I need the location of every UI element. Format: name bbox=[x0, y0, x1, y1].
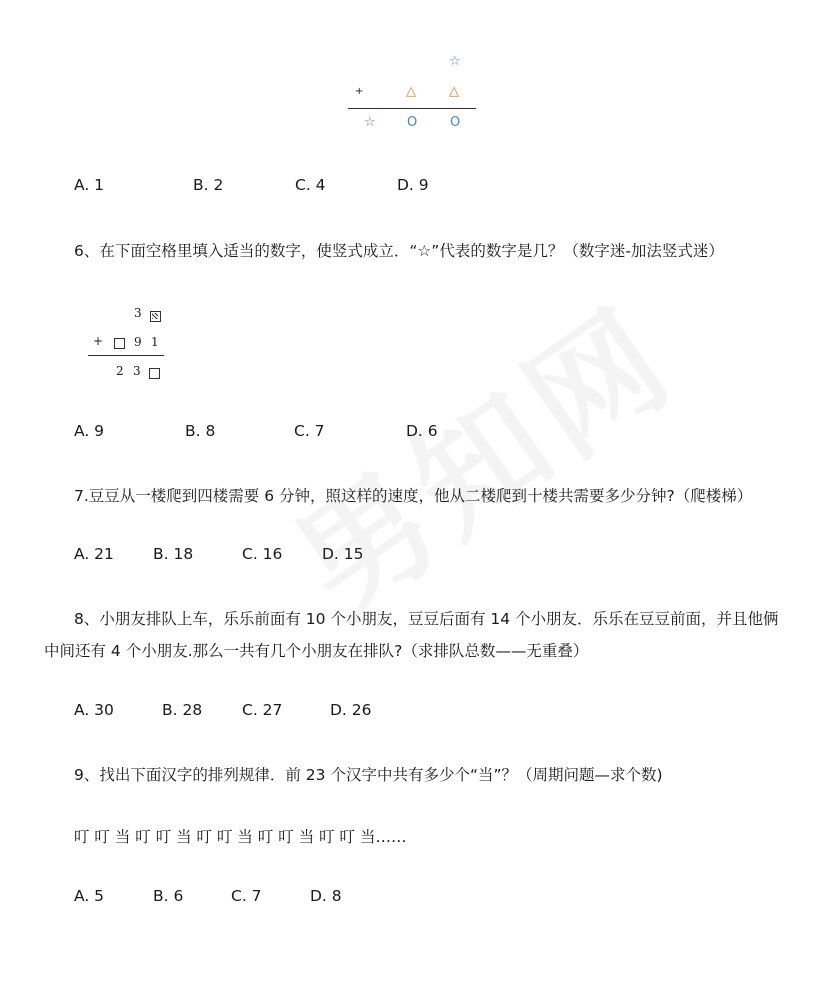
option-d[interactable]: D. 15 bbox=[322, 545, 364, 563]
option-c[interactable]: C. 7 bbox=[231, 887, 262, 905]
q6-row2-digit: 1 bbox=[151, 335, 159, 349]
q9-question: 9、找出下面汉字的排列规律．前 23 个汉字中共有多少个“当”？（周期问题—求个数) bbox=[74, 766, 663, 784]
option-d[interactable]: D. 8 bbox=[310, 887, 342, 905]
option-b[interactable]: B. 18 bbox=[153, 545, 194, 563]
option-b[interactable]: B. 6 bbox=[153, 887, 184, 905]
q6-row2-digit: 9 bbox=[134, 335, 142, 349]
circle-symbol: O bbox=[450, 115, 461, 130]
option-d[interactable]: D. 26 bbox=[330, 701, 372, 719]
option-a[interactable]: A. 5 bbox=[74, 887, 105, 905]
q7-question: 7.豆豆从一楼爬到四楼需要 6 分钟，照这样的速度，他从二楼爬到十楼共需要多少分钟?（爬楼梯） bbox=[74, 487, 753, 505]
option-a[interactable]: A. 30 bbox=[74, 701, 114, 719]
option-a[interactable]: A. 1 bbox=[74, 176, 105, 194]
sum-rule bbox=[348, 108, 476, 109]
q6-row3-digit: 2 bbox=[116, 364, 124, 378]
q6-blank-box bbox=[114, 334, 125, 352]
q6-star-box bbox=[150, 307, 161, 325]
option-a[interactable]: A. 21 bbox=[74, 545, 114, 563]
plus-sign: + bbox=[355, 86, 364, 97]
option-a[interactable]: A. 9 bbox=[74, 422, 105, 440]
q8-question-line2: 中间还有 4 个小朋友.那么一共有几个小朋友在排队?（求排队总数——无重叠） bbox=[44, 642, 589, 660]
option-c[interactable]: C. 4 bbox=[295, 176, 326, 194]
q6-row1-digit: 3 bbox=[134, 306, 142, 320]
circle-symbol: O bbox=[407, 115, 418, 130]
option-c[interactable]: C. 7 bbox=[294, 422, 325, 440]
q8-question-line1: 8、小朋友排队上车，乐乐前面有 10 个小朋友，豆豆后面有 14 个小朋友．乐乐在豆豆前面，并且他俩 bbox=[74, 610, 779, 628]
q9-character-sequence: 叮 叮 当 叮 叮 当 叮 叮 当 叮 叮 当 叮 叮 当…… bbox=[74, 828, 407, 846]
option-d[interactable]: D. 6 bbox=[406, 422, 438, 440]
q6-plus-sign: + bbox=[93, 334, 104, 348]
star-symbol: ☆ bbox=[449, 54, 461, 69]
option-c[interactable]: C. 16 bbox=[242, 545, 283, 563]
option-c[interactable]: C. 27 bbox=[242, 701, 283, 719]
option-b[interactable]: B. 8 bbox=[185, 422, 216, 440]
q6-blank-box bbox=[149, 364, 160, 382]
triangle-symbol: △ bbox=[449, 84, 459, 99]
triangle-symbol: △ bbox=[406, 84, 416, 99]
star-symbol: ☆ bbox=[364, 115, 376, 130]
q6-question: 6、在下面空格里填入适当的数字，使竖式成立．“☆”代表的数字是几？（数字迷-加法竖式迷） bbox=[74, 242, 724, 260]
option-b[interactable]: B. 2 bbox=[193, 176, 224, 194]
q6-row3-digit: 3 bbox=[133, 364, 141, 378]
option-d[interactable]: D. 9 bbox=[397, 176, 429, 194]
option-b[interactable]: B. 28 bbox=[162, 701, 203, 719]
watermark bbox=[254, 256, 705, 650]
q6-sum-rule bbox=[88, 355, 164, 356]
